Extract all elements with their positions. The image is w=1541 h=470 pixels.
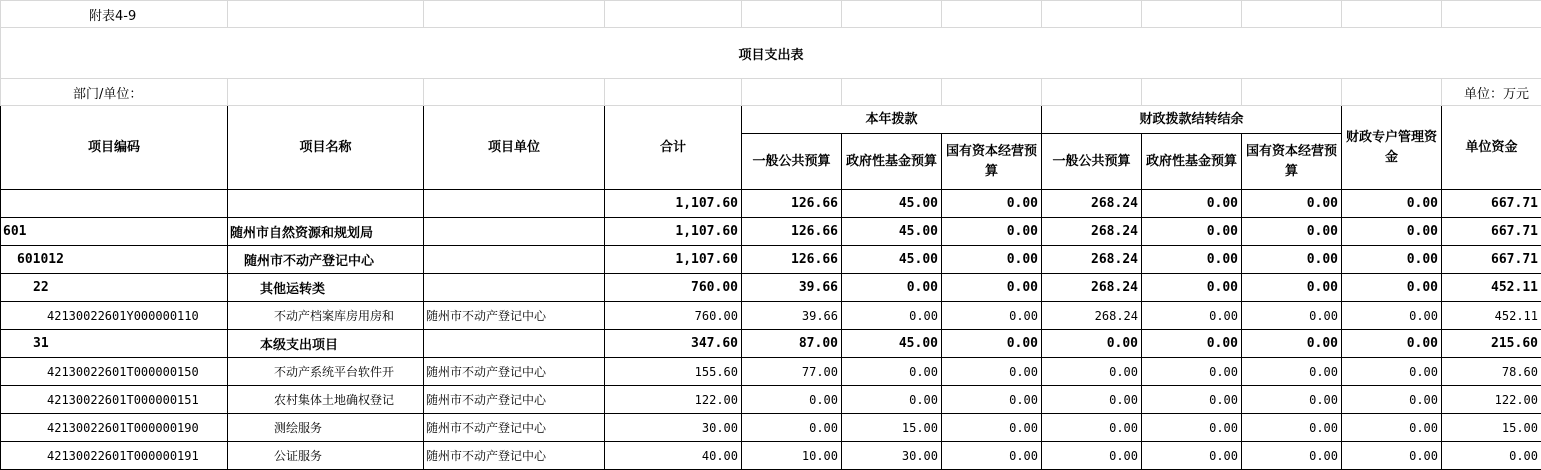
row-general[interactable]: 126.66: [742, 218, 842, 246]
row-special[interactable]: 0.00: [1342, 246, 1442, 274]
table-row: [1, 414, 1541, 442]
header-unit-fund[interactable]: 单位资金: [1442, 106, 1541, 190]
row-carry-gov-fund[interactable]: 0.00: [1142, 218, 1242, 246]
row-carry-gov-fund[interactable]: 0.00: [1142, 190, 1242, 218]
row-unit-fund[interactable]: 667.71: [1442, 246, 1541, 274]
row-code[interactable]: 601: [1, 218, 228, 246]
row-unit-fund[interactable]: 122.00: [1442, 386, 1541, 414]
row-state[interactable]: 0.00: [942, 274, 1042, 302]
row-state[interactable]: 0.00: [942, 414, 1042, 442]
row-gov-fund[interactable]: 45.00: [842, 218, 942, 246]
row-name[interactable]: 公证服务: [228, 442, 424, 470]
table-row: [1, 218, 1541, 246]
row-unit[interactable]: [424, 218, 605, 246]
row-carry-general[interactable]: 0.00: [1042, 414, 1142, 442]
row-carry-state[interactable]: 0.00: [1242, 414, 1342, 442]
header-current-year[interactable]: 本年拨款: [742, 106, 1042, 134]
row-total[interactable]: 1,107.60: [605, 246, 742, 274]
row-special[interactable]: 0.00: [1342, 330, 1442, 358]
row-state[interactable]: 0.00: [942, 386, 1042, 414]
row-unit-fund[interactable]: 667.71: [1442, 190, 1541, 218]
row-name[interactable]: 不动产系统平台软件开: [228, 358, 424, 386]
row-unit-fund[interactable]: 15.00: [1442, 414, 1541, 442]
row-state[interactable]: 0.00: [942, 190, 1042, 218]
row-name[interactable]: 本级支出项目: [228, 330, 424, 358]
row-special[interactable]: 0.00: [1342, 190, 1442, 218]
header-special-fund[interactable]: 财政专户管理资金: [1342, 106, 1442, 190]
row-carry-general[interactable]: 0.00: [1042, 442, 1142, 470]
unit-label[interactable]: 单位：万元: [1442, 79, 1541, 106]
row-carry-general[interactable]: 0.00: [1042, 358, 1142, 386]
row-unit-fund[interactable]: 78.60: [1442, 358, 1541, 386]
table-row: [1, 330, 1541, 358]
row-code[interactable]: 42130022601T000000151: [1, 386, 228, 414]
row-total[interactable]: 40.00: [605, 442, 742, 470]
row-code[interactable]: 31: [1, 330, 228, 358]
row-unit[interactable]: 随州市不动产登记中心: [424, 442, 605, 470]
row-general[interactable]: 87.00: [742, 330, 842, 358]
row-special[interactable]: 0.00: [1342, 274, 1442, 302]
header-unit[interactable]: 项目单位: [424, 106, 605, 190]
row-special[interactable]: 0.00: [1342, 358, 1442, 386]
dept-row: [1, 79, 1541, 106]
row-code[interactable]: 42130022601T000000191: [1, 442, 228, 470]
header-code[interactable]: 项目编码: [1, 106, 228, 190]
row-carry-gov-fund[interactable]: 0.00: [1142, 386, 1242, 414]
row-unit-fund[interactable]: 667.71: [1442, 218, 1541, 246]
row-gov-fund[interactable]: 0.00: [842, 274, 942, 302]
row-carry-gov-fund[interactable]: 0.00: [1142, 442, 1242, 470]
row-carry-general[interactable]: 268.24: [1042, 302, 1142, 330]
row-gov-fund[interactable]: 0.00: [842, 386, 942, 414]
row-carry-state[interactable]: 0.00: [1242, 246, 1342, 274]
row-total[interactable]: 347.60: [605, 330, 742, 358]
row-unit-fund[interactable]: 215.60: [1442, 330, 1541, 358]
row-code[interactable]: [1, 190, 228, 218]
row-name[interactable]: 测绘服务: [228, 414, 424, 442]
row-special[interactable]: 0.00: [1342, 302, 1442, 330]
row-unit[interactable]: 随州市不动产登记中心: [424, 302, 605, 330]
row-code[interactable]: 601012: [1, 246, 228, 274]
row-general[interactable]: 39.66: [742, 302, 842, 330]
row-gov-fund[interactable]: 45.00: [842, 246, 942, 274]
row-general[interactable]: 10.00: [742, 442, 842, 470]
row-total[interactable]: 155.60: [605, 358, 742, 386]
row-gov-fund[interactable]: 45.00: [842, 190, 942, 218]
row-special[interactable]: 0.00: [1342, 386, 1442, 414]
row-name[interactable]: 随州市不动产登记中心: [228, 246, 424, 274]
row-carry-state[interactable]: 0.00: [1242, 386, 1342, 414]
table-row: [1, 386, 1541, 414]
row-general[interactable]: 0.00: [742, 414, 842, 442]
row-general[interactable]: 126.66: [742, 190, 842, 218]
row-total[interactable]: 30.00: [605, 414, 742, 442]
row-total[interactable]: 1,107.60: [605, 190, 742, 218]
row-gov-fund[interactable]: 30.00: [842, 442, 942, 470]
row-special[interactable]: 0.00: [1342, 218, 1442, 246]
row-carry-general[interactable]: 268.24: [1042, 246, 1142, 274]
row-gov-fund[interactable]: 45.00: [842, 330, 942, 358]
header-row-1: [1, 106, 1541, 134]
row-special[interactable]: 0.00: [1342, 442, 1442, 470]
row-state[interactable]: 0.00: [942, 358, 1042, 386]
row-state[interactable]: 0.00: [942, 330, 1042, 358]
row-carry-general[interactable]: 268.24: [1042, 218, 1142, 246]
row-carry-state[interactable]: 0.00: [1242, 218, 1342, 246]
row-gov-fund[interactable]: 0.00: [842, 302, 942, 330]
row-special[interactable]: 0.00: [1342, 414, 1442, 442]
row-unit[interactable]: 随州市不动产登记中心: [424, 358, 605, 386]
header-carryover[interactable]: 财政拨款结转结余: [1042, 106, 1342, 134]
row-name[interactable]: [228, 190, 424, 218]
attachment-label[interactable]: 附表4-9: [1, 1, 228, 28]
row-unit[interactable]: [424, 330, 605, 358]
header-carry-general[interactable]: 一般公共预算: [1042, 134, 1142, 190]
row-unit-fund[interactable]: 452.11: [1442, 302, 1541, 330]
row-carry-gov-fund[interactable]: 0.00: [1142, 330, 1242, 358]
row-carry-state[interactable]: 0.00: [1242, 442, 1342, 470]
table-row: [1, 302, 1541, 330]
row-state[interactable]: 0.00: [942, 246, 1042, 274]
row-carry-gov-fund[interactable]: 0.00: [1142, 302, 1242, 330]
header-carry-gov-fund[interactable]: 政府性基金预算: [1142, 134, 1242, 190]
row-unit-fund[interactable]: 0.00: [1442, 442, 1541, 470]
header-carry-state-capital[interactable]: 国有资本经营预算: [1242, 134, 1342, 190]
row-unit[interactable]: [424, 274, 605, 302]
header-state-capital[interactable]: 国有资本经营预算: [942, 134, 1042, 190]
row-state[interactable]: 0.00: [942, 442, 1042, 470]
row-carry-state[interactable]: 0.00: [1242, 358, 1342, 386]
row-general[interactable]: 126.66: [742, 246, 842, 274]
title-row: [1, 28, 1541, 79]
row-total[interactable]: 122.00: [605, 386, 742, 414]
row-carry-gov-fund[interactable]: 0.00: [1142, 358, 1242, 386]
row-name[interactable]: 不动产档案库房用房和: [228, 302, 424, 330]
table-row: [1, 358, 1541, 386]
row-unit[interactable]: [424, 190, 605, 218]
row-unit[interactable]: [424, 246, 605, 274]
row-total[interactable]: 760.00: [605, 302, 742, 330]
row-carry-gov-fund[interactable]: 0.00: [1142, 414, 1242, 442]
row-code[interactable]: 42130022601T000000150: [1, 358, 228, 386]
table-row: [1, 190, 1541, 218]
header-name[interactable]: 项目名称: [228, 106, 424, 190]
row-carry-general[interactable]: 0.00: [1042, 386, 1142, 414]
row-carry-gov-fund[interactable]: 0.00: [1142, 246, 1242, 274]
header-total[interactable]: 合计: [605, 106, 742, 190]
dept-label[interactable]: 部门/单位：: [1, 79, 228, 106]
header-general-budget[interactable]: 一般公共预算: [742, 134, 842, 190]
table-row: [1, 274, 1541, 302]
row-carry-general[interactable]: 268.24: [1042, 190, 1142, 218]
row-general[interactable]: 77.00: [742, 358, 842, 386]
row-gov-fund[interactable]: 15.00: [842, 414, 942, 442]
row-total[interactable]: 760.00: [605, 274, 742, 302]
header-gov-fund[interactable]: 政府性基金预算: [842, 134, 942, 190]
row-unit[interactable]: 随州市不动产登记中心: [424, 414, 605, 442]
row-code[interactable]: 42130022601T000000190: [1, 414, 228, 442]
row-name[interactable]: 农村集体土地确权登记: [228, 386, 424, 414]
row-carry-general[interactable]: 268.24: [1042, 274, 1142, 302]
row-gov-fund[interactable]: 0.00: [842, 358, 942, 386]
row-unit-fund[interactable]: 452.11: [1442, 274, 1541, 302]
row-total[interactable]: 1,107.60: [605, 218, 742, 246]
row-carry-state[interactable]: 0.00: [1242, 190, 1342, 218]
row-code[interactable]: 42130022601Y000000110: [1, 302, 228, 330]
row-code[interactable]: 22: [1, 274, 228, 302]
row-carry-general[interactable]: 0.00: [1042, 330, 1142, 358]
row-carry-state[interactable]: 0.00: [1242, 330, 1342, 358]
row-name[interactable]: 其他运转类: [228, 274, 424, 302]
row-carry-state[interactable]: 0.00: [1242, 302, 1342, 330]
row-unit[interactable]: 随州市不动产登记中心: [424, 386, 605, 414]
row-carry-state[interactable]: 0.00: [1242, 274, 1342, 302]
attachment-row: [1, 1, 1541, 28]
row-state[interactable]: 0.00: [942, 218, 1042, 246]
row-general[interactable]: 39.66: [742, 274, 842, 302]
table-row: [1, 442, 1541, 470]
row-carry-gov-fund[interactable]: 0.00: [1142, 274, 1242, 302]
row-general[interactable]: 0.00: [742, 386, 842, 414]
page-title[interactable]: 项目支出表: [1, 28, 1541, 79]
row-state[interactable]: 0.00: [942, 302, 1042, 330]
row-name[interactable]: 随州市自然资源和规划局: [228, 218, 424, 246]
table-row: [1, 246, 1541, 274]
